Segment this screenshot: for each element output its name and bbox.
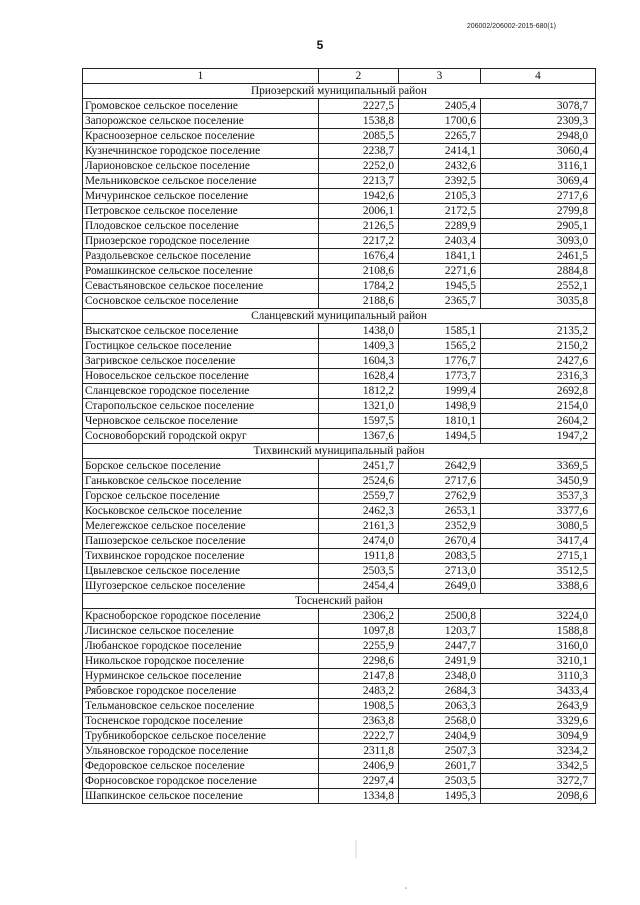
table-row [83,519,596,534]
settlement-name-cell: Красноборское городское поселение [83,609,319,624]
header-cell-1: 1 [83,69,319,84]
value-cell-col2: 2255,9 [319,639,399,654]
value-cell-col4: 2316,3 [481,369,596,384]
value-cell-col3: 2265,7 [399,129,481,144]
value-cell-col3: 2083,5 [399,549,481,564]
value-cell-col2: 2483,2 [319,684,399,699]
value-cell-col3: 2392,5 [399,174,481,189]
settlement-name-cell: Любанское городское поселение [83,639,319,654]
header-row [83,69,596,84]
value-cell-col3: 1776,7 [399,354,481,369]
value-cell-col3: 2684,3 [399,684,481,699]
value-cell-col3: 1700,6 [399,114,481,129]
section-header-row [83,594,596,609]
value-cell-col2: 2222,7 [319,729,399,744]
section-title: Приозерский муниципальный район [83,84,596,99]
value-cell-col4: 3369,5 [481,459,596,474]
value-cell-col4: 3094,9 [481,729,596,744]
value-cell-col3: 2271,6 [399,264,481,279]
value-cell-col4: 2135,2 [481,324,596,339]
value-cell-col3: 1841,1 [399,249,481,264]
settlement-name-cell: Сосновское сельское поселение [83,294,319,309]
table-row [83,759,596,774]
value-cell-col4: 2154,0 [481,399,596,414]
table-row [83,399,596,414]
value-cell-col3: 2432,6 [399,159,481,174]
value-cell-col3: 2670,4 [399,534,481,549]
settlement-name-cell: Ганьковское сельское поселение [83,474,319,489]
value-cell-col4: 3035,8 [481,294,596,309]
value-cell-col4: 3329,6 [481,714,596,729]
settlement-name-cell: Ларионовское сельское поселение [83,159,319,174]
value-cell-col4: 2309,3 [481,114,596,129]
value-cell-col2: 2406,9 [319,759,399,774]
value-cell-col4: 3110,3 [481,669,596,684]
value-cell-col4: 3224,0 [481,609,596,624]
value-cell-col4: 3210,1 [481,654,596,669]
settlement-name-cell: Запорожское сельское поселение [83,114,319,129]
settlement-name-cell: Борское сельское поселение [83,459,319,474]
value-cell-col3: 2568,0 [399,714,481,729]
value-cell-col2: 2462,3 [319,504,399,519]
settlement-name-cell: Горское сельское поселение [83,489,319,504]
value-cell-col4: 2717,6 [481,189,596,204]
header-cell-4: 4 [481,69,596,84]
settlement-name-cell: Петровское сельское поселение [83,204,319,219]
value-cell-col2: 2474,0 [319,534,399,549]
table-row [83,279,596,294]
value-cell-col4: 2643,9 [481,699,596,714]
value-cell-col2: 2524,6 [319,474,399,489]
settlement-name-cell: Плодовское сельское поселение [83,219,319,234]
value-cell-col2: 2297,4 [319,774,399,789]
table-row [83,714,596,729]
table-row [83,459,596,474]
settlement-name-cell: Трубникоборское сельское поселение [83,729,319,744]
table-row [83,384,596,399]
settlement-name-cell: Ульяновское городское поселение [83,744,319,759]
value-cell-col2: 1676,4 [319,249,399,264]
value-cell-col3: 2447,7 [399,639,481,654]
table-row [83,669,596,684]
settlement-name-cell: Тосненское городское поселение [83,714,319,729]
table-row [83,189,596,204]
value-cell-col3: 2503,5 [399,774,481,789]
value-cell-col2: 2188,6 [319,294,399,309]
value-cell-col4: 3078,7 [481,99,596,114]
value-cell-col3: 2491,9 [399,654,481,669]
table-row [83,369,596,384]
value-cell-col3: 2289,9 [399,219,481,234]
value-cell-col2: 1628,4 [319,369,399,384]
settlement-name-cell: Федоровское сельское поселение [83,759,319,774]
value-cell-col2: 1334,8 [319,789,399,804]
value-cell-col4: 3160,0 [481,639,596,654]
value-cell-col4: 3342,5 [481,759,596,774]
value-cell-col3: 1585,1 [399,324,481,339]
settlement-name-cell: Черновское сельское поселение [83,414,319,429]
value-cell-col4: 2150,2 [481,339,596,354]
table-row [83,699,596,714]
settlement-name-cell: Тихвинское городское поселение [83,549,319,564]
table-row [83,729,596,744]
settlement-name-cell: Мичуринское сельское поселение [83,189,319,204]
table-row [83,354,596,369]
value-cell-col4: 3060,4 [481,144,596,159]
settlement-name-cell: Выскатское сельское поселение [83,324,319,339]
table-row [83,474,596,489]
section-title: Тосненский район [83,594,596,609]
value-cell-col2: 2217,2 [319,234,399,249]
settlement-name-cell: Лисинское сельское поселение [83,624,319,639]
value-cell-col2: 2306,2 [319,609,399,624]
settlement-name-cell: Тельмановское сельское поселение [83,699,319,714]
table-row [83,549,596,564]
table-row [83,639,596,654]
table-row [83,429,596,444]
settlement-name-cell: Мелегежское сельское поселение [83,519,319,534]
section-header-row [83,309,596,324]
settlement-name-cell: Шугозерское сельское поселение [83,579,319,594]
value-cell-col4: 1947,2 [481,429,596,444]
value-cell-col3: 1494,5 [399,429,481,444]
table-row [83,534,596,549]
settlement-name-cell: Шапкинское сельское поселение [83,789,319,804]
section-header-row [83,84,596,99]
settlement-name-cell: Красноозерное сельское поселение [83,129,319,144]
table-row [83,219,596,234]
value-cell-col4: 2552,1 [481,279,596,294]
table-row [83,609,596,624]
settlement-name-cell: Цвылевское сельское поселение [83,564,319,579]
value-cell-col2: 1321,0 [319,399,399,414]
value-cell-col3: 1999,4 [399,384,481,399]
table-row [83,774,596,789]
value-cell-col2: 2238,7 [319,144,399,159]
value-cell-col2: 2006,1 [319,204,399,219]
table-row [83,339,596,354]
table-row [83,654,596,669]
value-cell-col2: 2503,5 [319,564,399,579]
value-cell-col3: 1565,2 [399,339,481,354]
value-cell-col2: 2454,4 [319,579,399,594]
settlement-name-cell: Форносовское городское поселение [83,774,319,789]
value-cell-col3: 2713,0 [399,564,481,579]
value-cell-col4: 3450,9 [481,474,596,489]
header-cell-2: 2 [319,69,399,84]
value-cell-col4: 2692,8 [481,384,596,399]
value-cell-col3: 2507,3 [399,744,481,759]
value-cell-col3: 2105,3 [399,189,481,204]
value-cell-col2: 1812,2 [319,384,399,399]
value-cell-col3: 2172,5 [399,204,481,219]
value-cell-col2: 2559,7 [319,489,399,504]
value-cell-col3: 2063,3 [399,699,481,714]
settlement-name-cell: Загривское сельское поселение [83,354,319,369]
settlement-name-cell: Сосновоборский городской округ [83,429,319,444]
value-cell-col4: 3388,6 [481,579,596,594]
value-cell-col3: 2405,4 [399,99,481,114]
table-row [83,159,596,174]
settlement-name-cell: Сланцевское городское поселение [83,384,319,399]
value-cell-col3: 2348,0 [399,669,481,684]
value-cell-col4: 3093,0 [481,234,596,249]
value-cell-col2: 1538,8 [319,114,399,129]
value-cell-col3: 1498,9 [399,399,481,414]
value-cell-col4: 3433,4 [481,684,596,699]
table-row [83,144,596,159]
table-row [83,579,596,594]
value-cell-col4: 2884,8 [481,264,596,279]
value-cell-col3: 2500,8 [399,609,481,624]
value-cell-col2: 1409,3 [319,339,399,354]
table-row [83,414,596,429]
value-cell-col4: 2905,1 [481,219,596,234]
value-cell-col4: 3537,3 [481,489,596,504]
value-cell-col4: 1588,8 [481,624,596,639]
value-cell-col4: 2799,8 [481,204,596,219]
settlement-name-cell: Рябовское городское поселение [83,684,319,699]
value-cell-col4: 3116,1 [481,159,596,174]
value-cell-col2: 2147,8 [319,669,399,684]
value-cell-col3: 2403,4 [399,234,481,249]
table-row [83,129,596,144]
value-cell-col2: 2298,6 [319,654,399,669]
settlement-name-cell: Никольское городское поселение [83,654,319,669]
value-cell-col4: 3069,4 [481,174,596,189]
data-table [82,68,596,804]
value-cell-col2: 1784,2 [319,279,399,294]
value-cell-col3: 2762,9 [399,489,481,504]
settlement-name-cell: Ромашкинское сельское поселение [83,264,319,279]
value-cell-col3: 1945,5 [399,279,481,294]
section-header-row [83,444,596,459]
value-cell-col3: 2365,7 [399,294,481,309]
value-cell-col3: 1773,7 [399,369,481,384]
value-cell-col3: 2642,9 [399,459,481,474]
value-cell-col4: 3272,7 [481,774,596,789]
value-cell-col2: 2108,6 [319,264,399,279]
value-cell-col2: 2085,5 [319,129,399,144]
table-row [83,324,596,339]
settlement-name-cell: Нурминское сельское поселение [83,669,319,684]
value-cell-col3: 2717,6 [399,474,481,489]
table-row [83,489,596,504]
value-cell-col2: 1438,0 [319,324,399,339]
settlement-name-cell: Мельниковское сельское поселение [83,174,319,189]
value-cell-col2: 2213,7 [319,174,399,189]
value-cell-col2: 1097,8 [319,624,399,639]
value-cell-col3: 1810,1 [399,414,481,429]
value-cell-col2: 1911,8 [319,549,399,564]
table-row [83,249,596,264]
value-cell-col2: 2161,3 [319,519,399,534]
value-cell-col2: 2252,0 [319,159,399,174]
value-cell-col2: 1942,6 [319,189,399,204]
value-cell-col4: 3080,5 [481,519,596,534]
table-row [83,204,596,219]
value-cell-col4: 2604,2 [481,414,596,429]
table-row [83,114,596,129]
value-cell-col3: 2404,9 [399,729,481,744]
value-cell-col3: 1203,7 [399,624,481,639]
table-row [83,624,596,639]
settlement-name-cell: Коськовское сельское поселение [83,504,319,519]
header-cell-3: 3 [399,69,481,84]
table-row [83,564,596,579]
value-cell-col4: 2427,6 [481,354,596,369]
settlement-name-cell: Раздольевское сельское поселение [83,249,319,264]
value-cell-col3: 1495,3 [399,789,481,804]
settlement-name-cell: Кузнечнинское городское поселение [83,144,319,159]
value-cell-col2: 2227,5 [319,99,399,114]
settlement-name-cell: Старопольское сельское поселение [83,399,319,414]
table-row [83,234,596,249]
value-cell-col4: 3377,6 [481,504,596,519]
scan-dot [405,887,407,889]
settlement-name-cell: Севастьяновское сельское поселение [83,279,319,294]
settlement-name-cell: Гостицкое сельское поселение [83,339,319,354]
table-row [83,789,596,804]
value-cell-col2: 2363,8 [319,714,399,729]
value-cell-col2: 2311,8 [319,744,399,759]
value-cell-col2: 1604,3 [319,354,399,369]
section-title: Сланцевский муниципальный район [83,309,596,324]
table-body [83,84,596,804]
document-id: 206002/206002-2015-680(1) [466,23,556,30]
value-cell-col2: 1908,5 [319,699,399,714]
table-row [83,744,596,759]
value-cell-col4: 2098,6 [481,789,596,804]
settlement-name-cell: Новосельское сельское поселение [83,369,319,384]
value-cell-col3: 2653,1 [399,504,481,519]
value-cell-col4: 3512,5 [481,564,596,579]
settlement-name-cell: Приозерское городское поселение [83,234,319,249]
value-cell-col2: 2126,5 [319,219,399,234]
table-row [83,174,596,189]
value-cell-col2: 1597,5 [319,414,399,429]
table-row [83,294,596,309]
table-row [83,264,596,279]
value-cell-col3: 2352,9 [399,519,481,534]
value-cell-col4: 2948,0 [481,129,596,144]
value-cell-col3: 2414,1 [399,144,481,159]
value-cell-col4: 3234,2 [481,744,596,759]
table-row [83,684,596,699]
page-number: 5 [316,38,324,52]
settlement-name-cell: Пашозерское сельское поселение [83,534,319,549]
value-cell-col2: 2451,7 [319,459,399,474]
value-cell-col4: 2461,5 [481,249,596,264]
table-row [83,504,596,519]
value-cell-col3: 2649,0 [399,579,481,594]
value-cell-col4: 2715,1 [481,549,596,564]
value-cell-col4: 3417,4 [481,534,596,549]
section-title: Тихвинский муниципальный район [83,444,596,459]
value-cell-col2: 1367,6 [319,429,399,444]
table-row [83,99,596,114]
settlement-name-cell: Громовское сельское поселение [83,99,319,114]
value-cell-col3: 2601,7 [399,759,481,774]
